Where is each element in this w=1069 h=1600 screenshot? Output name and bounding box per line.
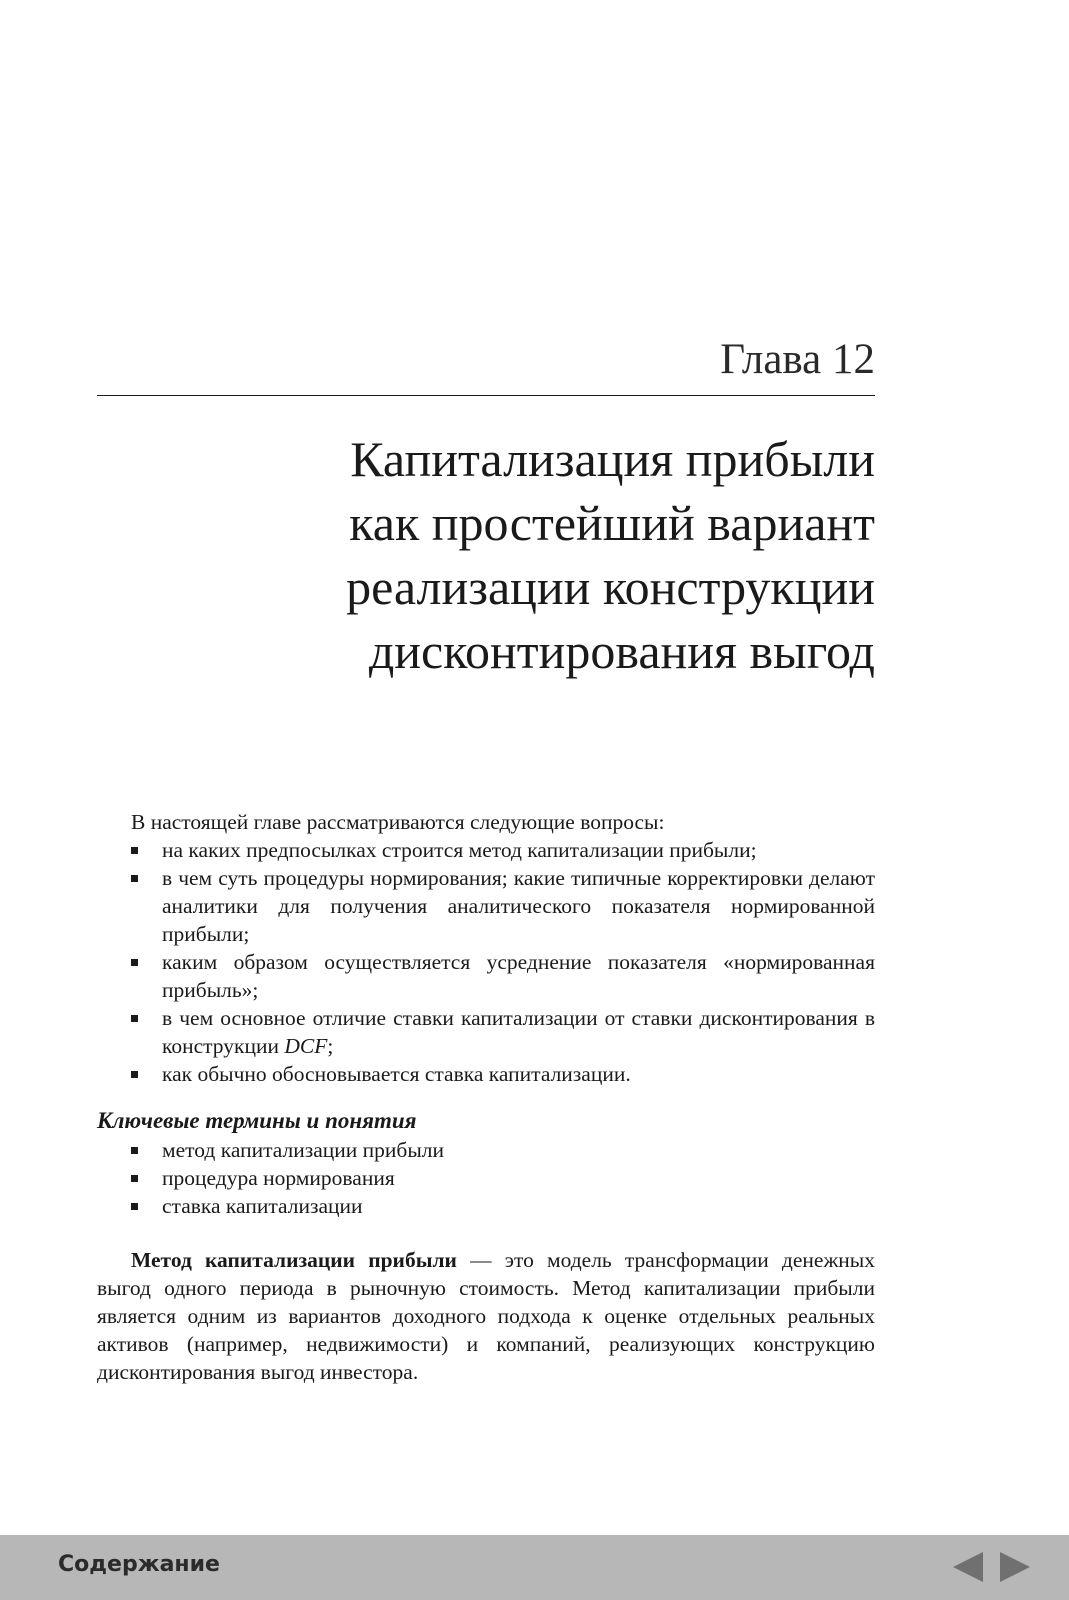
bullet-square-icon <box>131 1203 138 1210</box>
defined-term: Метод капитализации прибыли <box>131 1248 457 1272</box>
list-item-text: на каких предпосылках строится метод капитализации прибыли; <box>162 838 757 862</box>
bullet-square-icon <box>131 1175 138 1182</box>
bullet-square-icon <box>131 959 138 966</box>
list-item <box>97 1004 875 1060</box>
questions-list <box>97 836 875 1088</box>
bullet-square-icon <box>131 1015 138 1022</box>
key-term: ставка капитализации <box>162 1194 363 1218</box>
bullet-square-icon <box>131 1071 138 1078</box>
bullet-square-icon <box>131 847 138 854</box>
key-terms-list <box>97 1136 875 1220</box>
key-term: процедура нормирования <box>162 1166 395 1190</box>
chapter-title-line: как простейший вариант <box>349 495 875 551</box>
chapter-label: Глава 12 <box>720 336 875 383</box>
contents-link[interactable]: Содержание <box>58 1552 220 1577</box>
list-item <box>97 1136 875 1164</box>
paragraph-text: — это модель трансформации денежных выгод одного периода в рыночную стоимость. Метод капитализации прибыли является одним из вариантов доходного подхода к оценке отдельных реальных активов (например, недвижимости) и компаний, реализующих конструкцию дисконтирования выгод инвестора. <box>97 1248 875 1384</box>
chapter-title-line: реализации конструкции <box>346 559 875 615</box>
navigation-bar <box>0 1535 1069 1600</box>
bullet-square-icon <box>131 875 138 882</box>
list-item-text: в чем суть процедуры нормирования; какие типичные корректировки делают аналитики для получения аналитического показателя нормированной прибыли; <box>162 866 875 946</box>
chapter-title-line: дисконтирования выгод <box>368 623 875 679</box>
list-item <box>97 1164 875 1192</box>
list-item <box>97 864 875 948</box>
chapter-title-line: Капитализация прибыли <box>350 431 875 487</box>
list-item <box>97 836 875 864</box>
chapter-divider <box>97 395 875 396</box>
chapter-title <box>155 427 875 683</box>
list-item-text: как обычно обосновывается ставка капитализации. <box>162 1062 631 1086</box>
key-terms-heading: Ключевые термины и понятия <box>97 1108 417 1133</box>
list-item-text: каким образом осуществляется усреднение показателя «нормированная прибыль»; <box>162 950 875 1002</box>
intro-text: В настоящей главе рассматриваются следующие вопросы: <box>131 810 665 834</box>
chapter-body <box>97 808 875 1386</box>
list-item-text: в чем основное отличие ставки капитализации от ставки дисконтирования в конструкции <box>162 1006 875 1058</box>
body-paragraph <box>97 1246 875 1386</box>
list-item <box>97 948 875 1004</box>
next-page-arrow-icon[interactable] <box>1000 1552 1030 1582</box>
previous-page-arrow-icon[interactable] <box>953 1552 983 1582</box>
list-item <box>97 1060 875 1088</box>
dcf-abbreviation: DCF <box>284 1034 328 1058</box>
key-term: метод капитализации прибыли <box>162 1138 445 1162</box>
list-item-text-end: ; <box>327 1034 334 1058</box>
bullet-square-icon <box>131 1147 138 1154</box>
list-item <box>97 1192 875 1220</box>
